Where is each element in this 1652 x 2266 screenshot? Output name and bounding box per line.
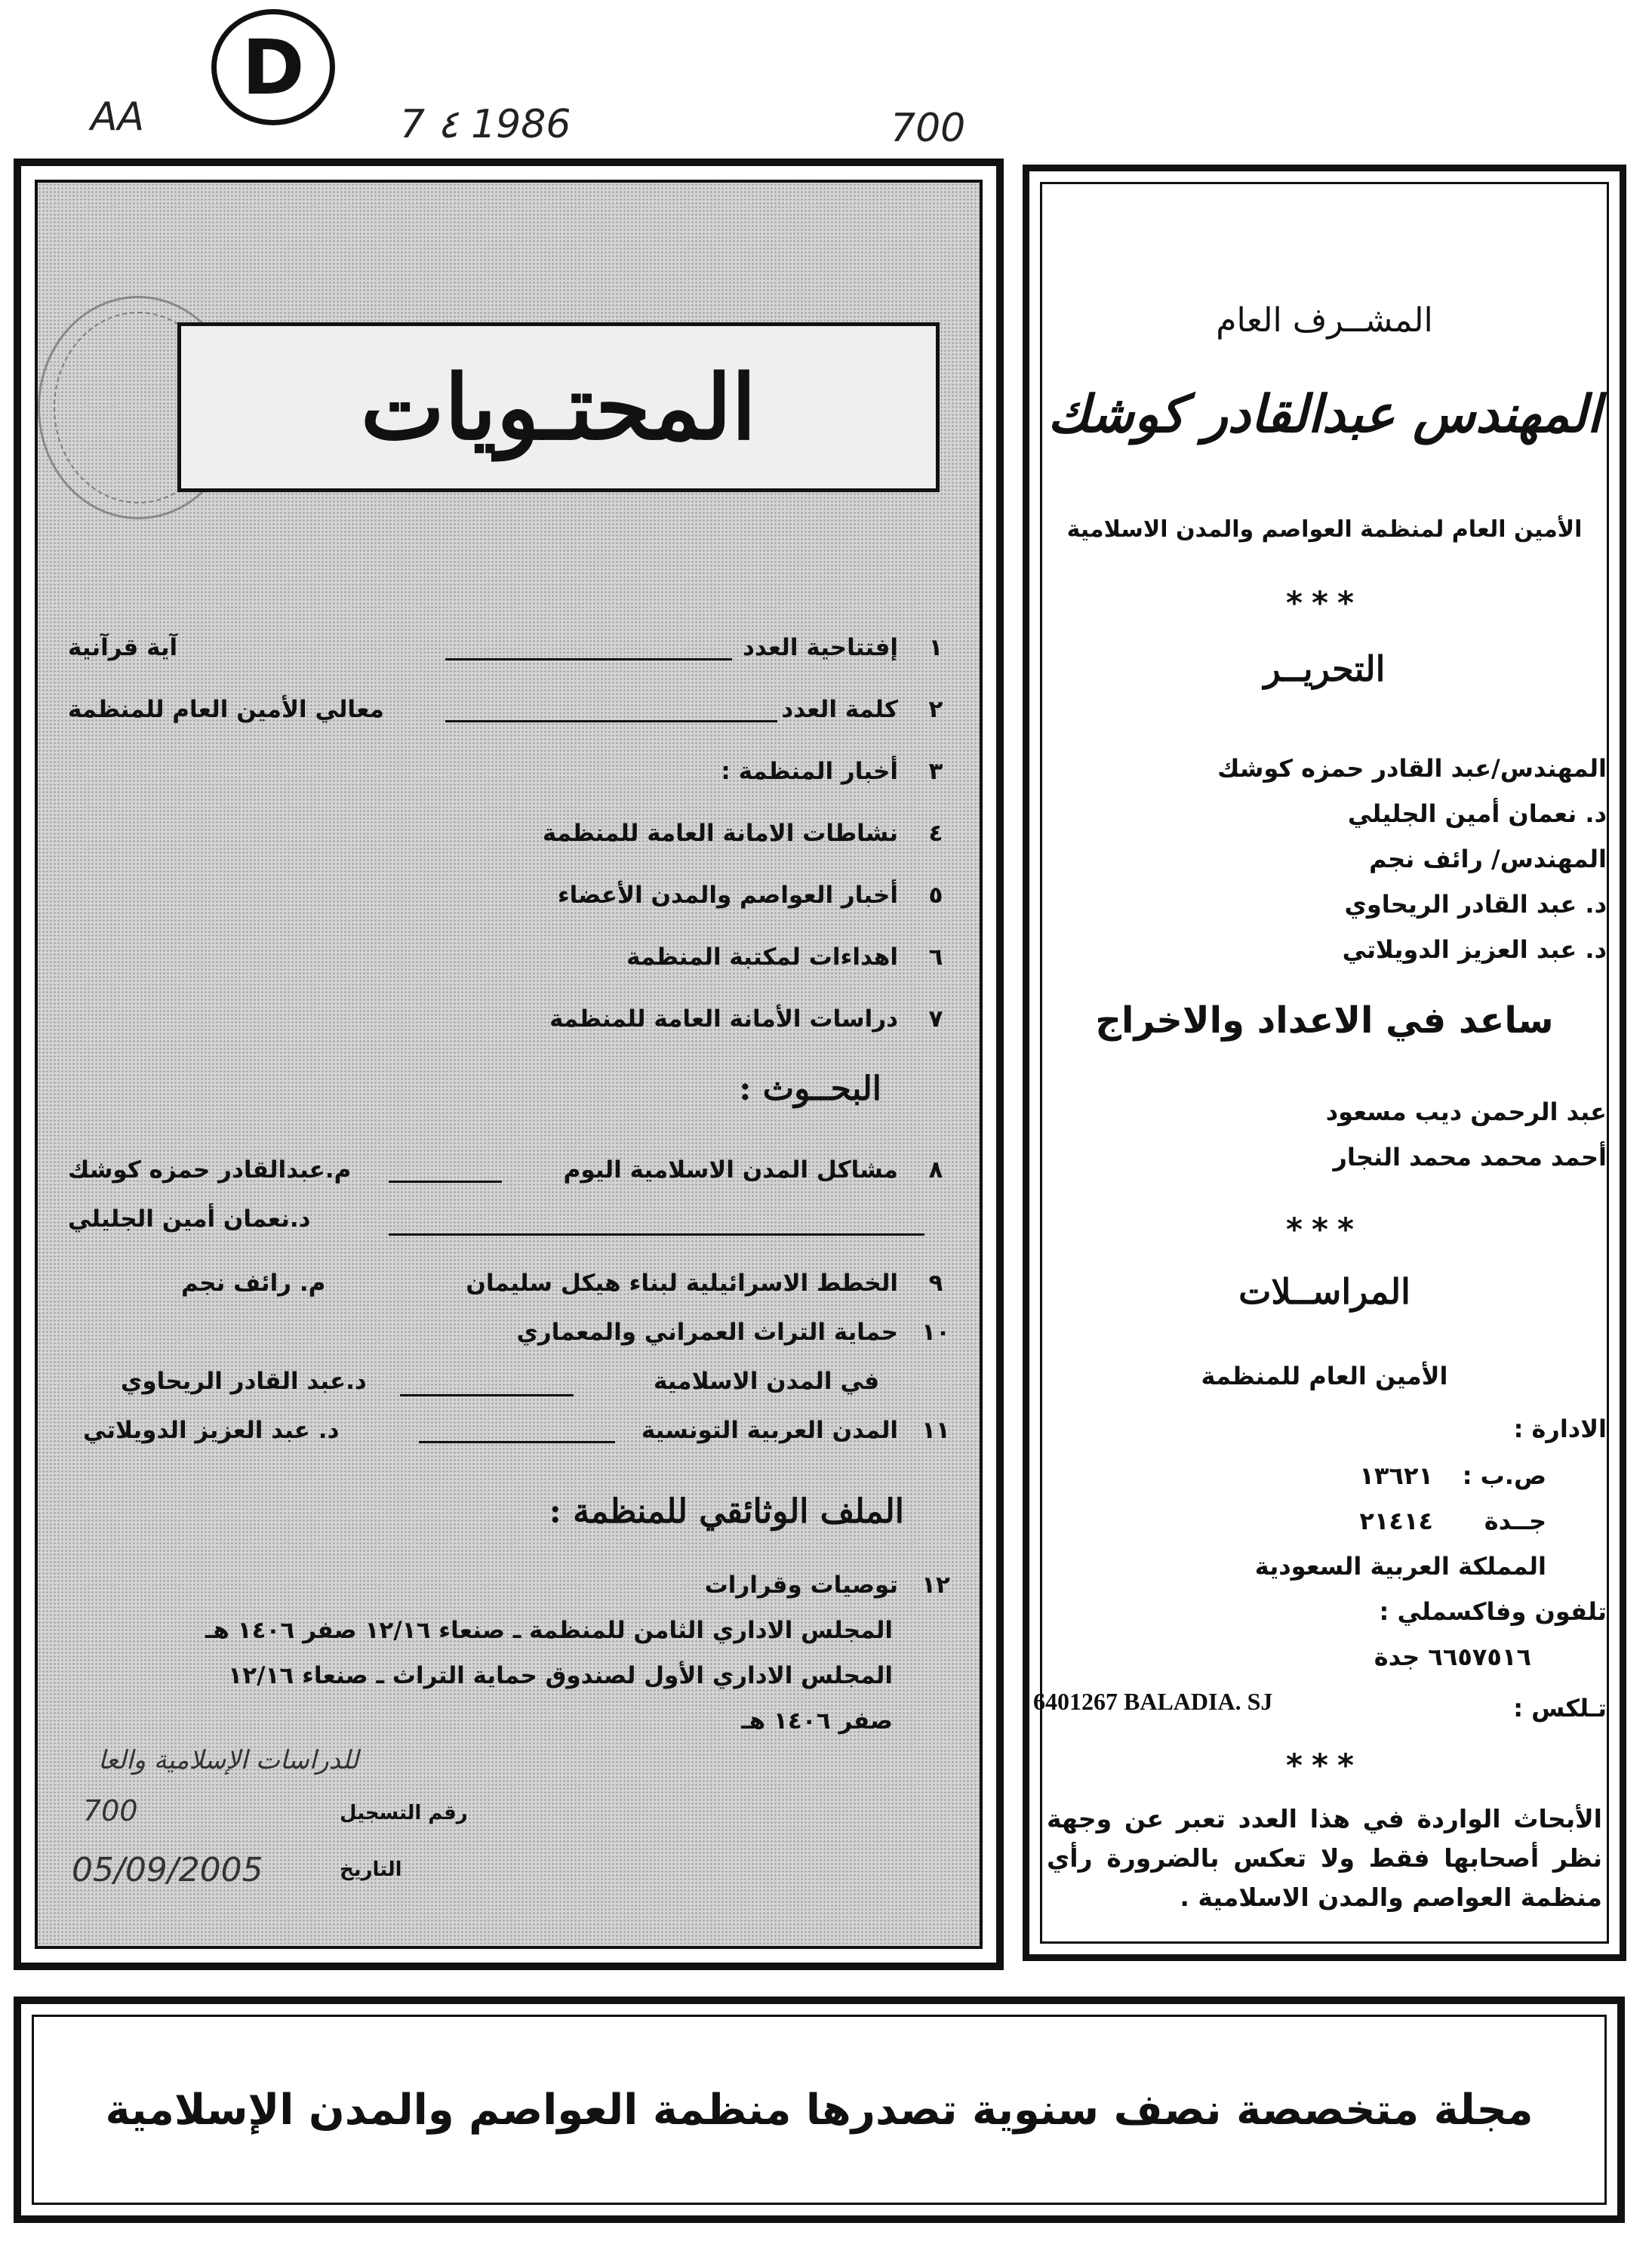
research-item <box>68 1156 958 1196</box>
contents-item <box>68 696 958 735</box>
item-title: مشاكل المدن الاسلامية اليوم <box>563 1156 898 1184</box>
telex-label: تـلكس : <box>1513 1694 1607 1723</box>
item-number: ١٠ <box>921 1319 950 1346</box>
phone-label: تلفون وفاكسملي : <box>1379 1597 1607 1626</box>
registration-value: 700 <box>83 1794 138 1827</box>
supervisor-name: المهندس عبدالقادر كوشك <box>1047 384 1601 445</box>
item-author: د. عبد العزيز الدويلاتي <box>83 1417 340 1444</box>
separator-stars: *** <box>1286 1211 1363 1248</box>
registration-label: رقم التسجيل <box>340 1802 468 1824</box>
item-author: م.عبدالقادر حمزه كوشك <box>68 1156 352 1184</box>
research-heading: البحــوث : <box>739 1070 881 1108</box>
doc-line: صفر ١٤٠٦ هـ <box>741 1707 893 1735</box>
editorial-heading: التحريــر <box>1263 648 1386 689</box>
item-title: أخبار المنظمة : <box>721 758 898 785</box>
item-number: ١١ <box>921 1417 950 1444</box>
item-number: ٥ <box>928 882 943 909</box>
item-author-secondary: د.نعمان أمين الجليلي <box>68 1205 311 1233</box>
handwritten-number: 700 <box>891 106 966 151</box>
bottom-banner-inner <box>32 2015 1607 2205</box>
contents-panel-inner <box>35 180 983 1949</box>
item-title: دراسات الأمانة العامة للمنظمة <box>549 1005 898 1033</box>
item-title: إفتتاحية العدد <box>742 634 898 661</box>
leader-line <box>389 1181 502 1183</box>
phone-value: ٦٦٥٧٥١٦ جدة <box>1374 1643 1531 1671</box>
stamp-date-value: 05/09/2005 <box>72 1851 263 1889</box>
production-heading: ساعد في الاعداد والاخراج <box>1095 999 1554 1042</box>
handwritten-date: 7 ٤ 1986 <box>400 102 571 147</box>
contents-title: المحتـويات <box>360 355 757 460</box>
contents-title-box <box>177 322 940 492</box>
item-author: د.عبد القادر الريحاوي <box>121 1368 367 1395</box>
po-box-value: ١٣٦٢١ <box>1359 1461 1433 1490</box>
banner-text: مجلة متخصصة نصف سنوية تصدرها منظمة العواصم والمدن الإسلامية <box>105 2085 1534 2135</box>
telex-value: 6401267 BALADIA. SJ <box>1033 1688 1273 1715</box>
item-author: آية قرآنية <box>68 634 178 661</box>
contents-item <box>68 944 958 983</box>
contents-item <box>68 820 958 859</box>
stamp-d-circle <box>211 9 335 125</box>
item-number: ٢ <box>928 696 943 723</box>
editor: د. عبد القادر الريحاوي <box>1344 890 1607 919</box>
item-author: معالي الأمين العام للمنظمة <box>68 696 384 723</box>
research-item <box>68 1319 958 1358</box>
city-label: جــدة <box>1484 1507 1546 1535</box>
item-title: حماية التراث العمراني والمعماري <box>516 1319 898 1346</box>
research-item <box>68 1417 958 1456</box>
item-title: المدن العربية التونسية <box>641 1417 898 1444</box>
contents-panel <box>14 159 1004 1970</box>
editor: المهندس/عبد القادر حمزه كوشك <box>1217 754 1607 783</box>
item-title: اهداءات لمكتبة المنظمة <box>626 944 898 971</box>
supervisor-title: الأمين العام لمنظمة العواصم والمدن الاسلامية <box>1066 516 1583 543</box>
item-title: أخبار العواصم والمدن الأعضاء <box>557 882 898 909</box>
stamp-date-label: التاريخ <box>340 1858 402 1881</box>
item-title: الخطط الاسرائيلية لبناء هيكل سليمان <box>466 1270 898 1297</box>
library-stamp-text: للدراسات الإسلامية والعا <box>98 1745 359 1775</box>
editor: د. نعمان أمين الجليلي <box>1347 799 1607 828</box>
item-author: م. رائف نجم <box>181 1270 326 1297</box>
correspondence-heading: المراســلات <box>1238 1271 1411 1312</box>
doc-line: المجلس الاداري الأول لصندوق حماية التراث ـ صنعاء ١٢/١٦ <box>228 1662 893 1689</box>
item-number: ١ <box>928 634 943 661</box>
production-member: أحمد محمد محمد النجار <box>1333 1143 1607 1171</box>
item-number: ٣ <box>928 758 943 785</box>
disclaimer: الأبحاث الواردة في هذا العدد تعبر عن وجهة نظر أصحابها فقط ولا تعكس بالضرورة رأي منظمة العواصم والمدن الاسلامية . <box>1047 1804 1602 1912</box>
item-title: كلمة العدد <box>781 696 898 723</box>
bottom-banner <box>14 1997 1625 2223</box>
research-item <box>68 1270 958 1309</box>
correspondence-to: الأمين العام للمنظمة <box>1201 1362 1448 1390</box>
contents-item <box>68 882 958 921</box>
supervisor-label: المشــرف العام <box>1216 301 1433 340</box>
po-box-label: ص.ب : <box>1462 1461 1546 1490</box>
admin-label: الادارة : <box>1513 1415 1607 1443</box>
item-number: ٧ <box>928 1005 943 1033</box>
item-number: ٤ <box>928 820 943 847</box>
separator-stars: *** <box>1286 584 1363 621</box>
item-number: ٦ <box>928 944 943 971</box>
contents-item <box>68 1005 958 1045</box>
production-member: عبد الرحمن ديب مسعود <box>1325 1098 1607 1126</box>
leader-line <box>389 1233 924 1236</box>
country: المملكة العربية السعودية <box>1254 1552 1546 1581</box>
masthead-panel-inner <box>1033 182 1609 1944</box>
handwritten-code: AA <box>91 94 145 140</box>
separator-stars: *** <box>1286 1747 1363 1784</box>
city-value: ٢١٤١٤ <box>1359 1507 1433 1535</box>
item-title: توصيات وقرارات <box>704 1572 898 1599</box>
contents-item <box>68 634 958 673</box>
leader-line <box>400 1394 574 1396</box>
research-item-cont <box>68 1368 958 1407</box>
editor: د. عبد العزيز الدويلاتي <box>1342 935 1607 964</box>
item-title-cont: في المدن الاسلامية <box>653 1368 879 1395</box>
editor: المهندس/ رائف نجم <box>1369 845 1607 873</box>
masthead-panel <box>1023 165 1626 1961</box>
stamp-letter: D <box>241 23 305 112</box>
doc-item <box>68 1572 958 1611</box>
item-title: نشاطات الامانة العامة للمنظمة <box>542 820 898 847</box>
doc-line: المجلس الاداري الثامن للمنظمة ـ صنعاء ١٢/١٦ صفر ١٤٠٦ هـ <box>205 1617 893 1644</box>
item-number: ٩ <box>928 1270 943 1297</box>
contents-item <box>68 758 958 797</box>
item-number: ٨ <box>928 1156 943 1184</box>
leader-line <box>419 1441 615 1443</box>
doc-heading: الملف الوثائقي للمنظمة : <box>549 1492 904 1531</box>
leader-line <box>445 720 777 722</box>
item-number: ١٢ <box>921 1572 950 1599</box>
leader-line <box>445 658 732 660</box>
